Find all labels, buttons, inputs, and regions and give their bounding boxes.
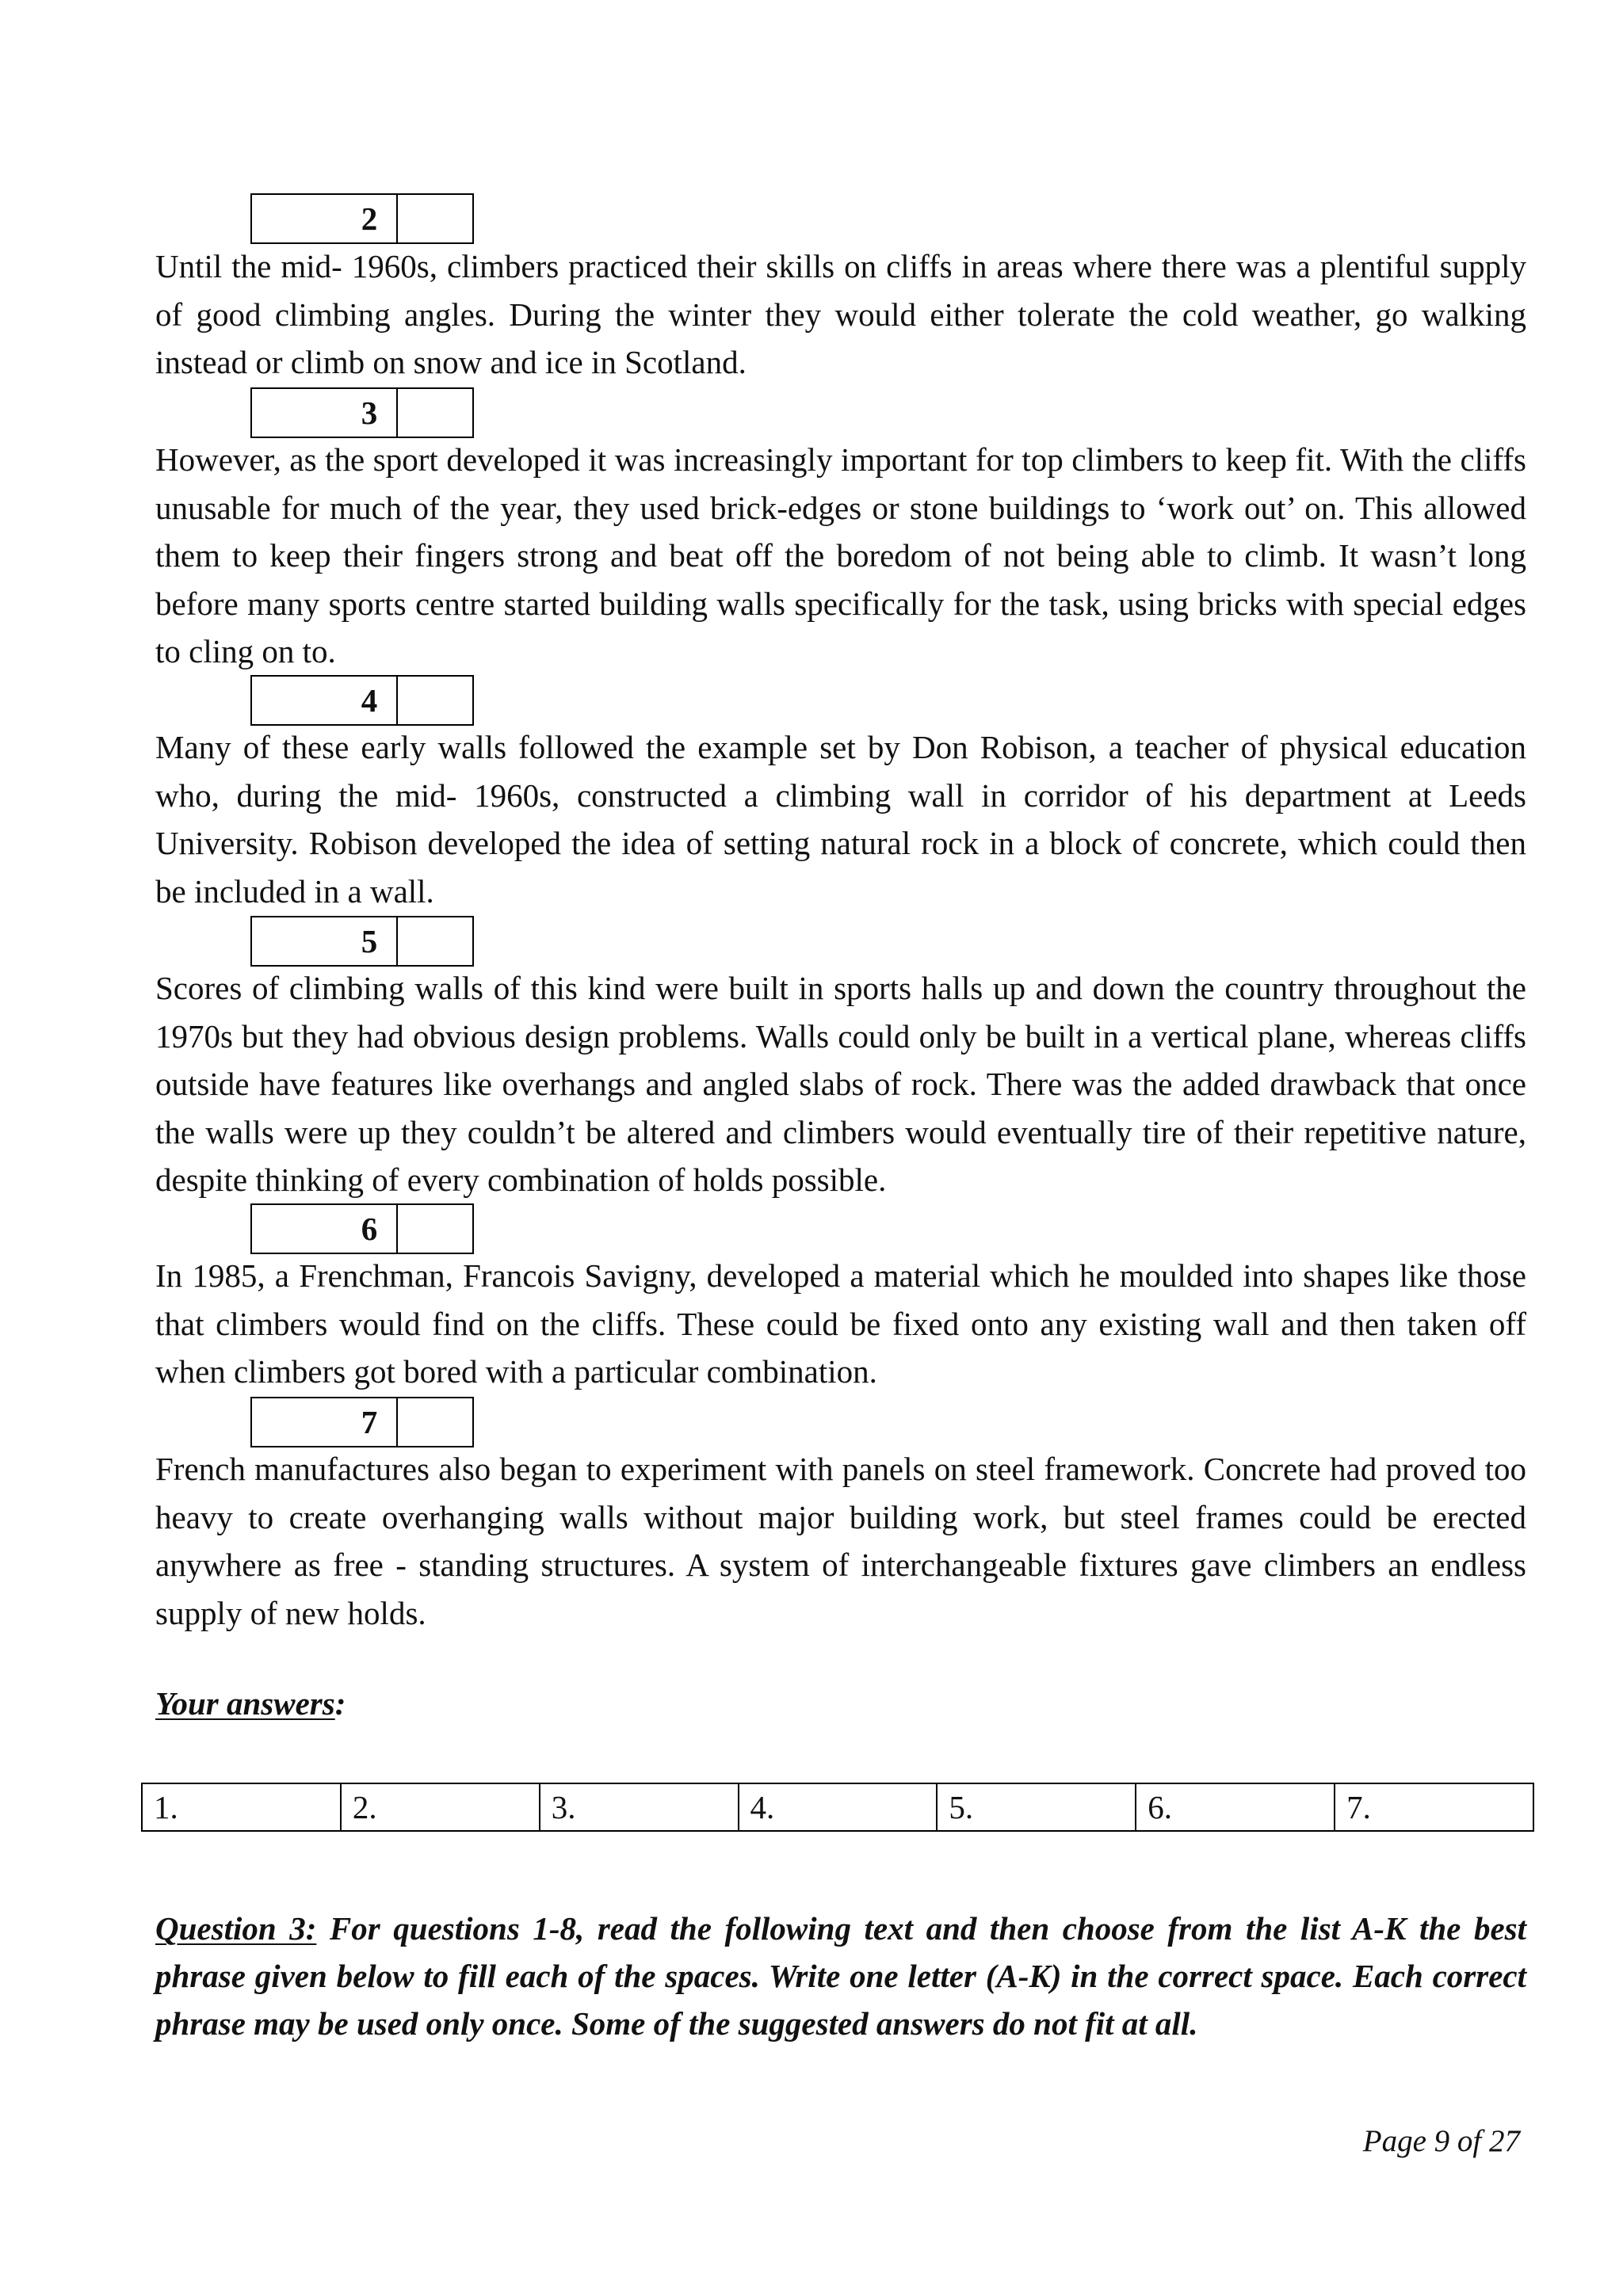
section-number: 2 [250, 193, 396, 244]
answer-blank [396, 916, 474, 967]
answer-blank [396, 1397, 474, 1447]
section-number: 7 [250, 1397, 396, 1447]
paragraph-3: However, as the sport developed it was increasingly important for top climbers to keep fit. With the cliffs unusable for much of the year, they used brick-edges or stone buildings to ‘work out’ on. This allowed them to keep their fingers strong and beat off the boredom of not being able to climb. It wasn’t long before many sports centre started building walls specifically for the task, using bricks with special edges to cling on to. [155, 441, 1526, 669]
answers-table [141, 1783, 1534, 1832]
answer-cell-5[interactable]: 5. [937, 1783, 1136, 1831]
paragraph-7: French manufactures also began to experiment with panels on steel framework. Concrete had proved too heavy to create overhanging walls without major building work, but steel frames could be erected anywhere as free - standing structures. A system of interchangeable fixtures gave climbers an endless supply of new holds. [155, 1451, 1526, 1631]
paragraph-4: Many of these early walls followed the example set by Don Robison, a teacher of physical education who, during the mid- 1960s, constructed a climbing wall in corridor of his department at Leeds University. Robison developed the idea of setting natural rock in a block of concrete, which could then be included in a wall. [155, 729, 1526, 910]
section-number-box [250, 387, 474, 438]
section-number-box [250, 1397, 474, 1447]
section-number: 4 [250, 675, 396, 726]
answer-blank [396, 387, 474, 438]
paragraph-2: Until the mid- 1960s, climbers practiced their skills on cliffs in areas where there was a plentiful supply of good climbing angles. During the winter they would either tolerate the cold weather, go walking instead or climb on snow and ice in Scotland. [155, 248, 1526, 380]
section-number: 5 [250, 916, 396, 967]
section-number-box [250, 675, 474, 726]
answer-cell-4[interactable]: 4. [739, 1783, 938, 1831]
answer-blank [396, 193, 474, 244]
answer-cell-1[interactable]: 1. [142, 1783, 341, 1831]
section-number-box [250, 1203, 474, 1254]
paragraph-6: In 1985, a Frenchman, Francois Savigny, developed a material which he moulded into shapes like those that climbers would find on the cliffs. These could be fixed onto any existing wall and then taken off when climbers got bored with a particular combination. [155, 1257, 1526, 1390]
answer-cell-2[interactable]: 2. [341, 1783, 540, 1831]
section-number: 3 [250, 387, 396, 438]
section-number: 6 [250, 1203, 396, 1254]
question-3-label: Question 3: [155, 1910, 317, 1947]
section-number-box [250, 193, 474, 244]
answer-cell-7[interactable]: 7. [1335, 1783, 1533, 1831]
answer-cell-3[interactable]: 3. [540, 1783, 739, 1831]
answer-blank [396, 1203, 474, 1254]
answers-row [142, 1783, 1533, 1831]
question-3-instructions [155, 1905, 1526, 2047]
your-answers-label: Your answers [155, 1685, 335, 1722]
answer-cell-6[interactable]: 6. [1136, 1783, 1335, 1831]
paragraph-5: Scores of climbing walls of this kind were built in sports halls up and down the country throughout the 1970s but they had obvious design problems. Walls could only be built in a vertical plane, whereas cliffs outside have features like overhangs and angled slabs of rock. There was the added drawback that once the walls were up they couldn’t be altered and climbers would eventually tire of their repetitive nature, despite thinking of every combination of holds possible. [155, 970, 1526, 1198]
your-answers-heading [155, 1684, 346, 1722]
answer-blank [396, 675, 474, 726]
section-number-box [250, 916, 474, 967]
question-3-text: For questions 1-8, read the following text and then choose from the list A-K the best phrase given below to fill each of the spaces. Write one letter (A-K) in the correct space. Each correct phrase may be used only once. Some of the suggested answers do not fit at all. [155, 1910, 1526, 2042]
page-number: Page 9 of 27 [1362, 2124, 1520, 2158]
your-answers-colon: : [334, 1685, 346, 1722]
